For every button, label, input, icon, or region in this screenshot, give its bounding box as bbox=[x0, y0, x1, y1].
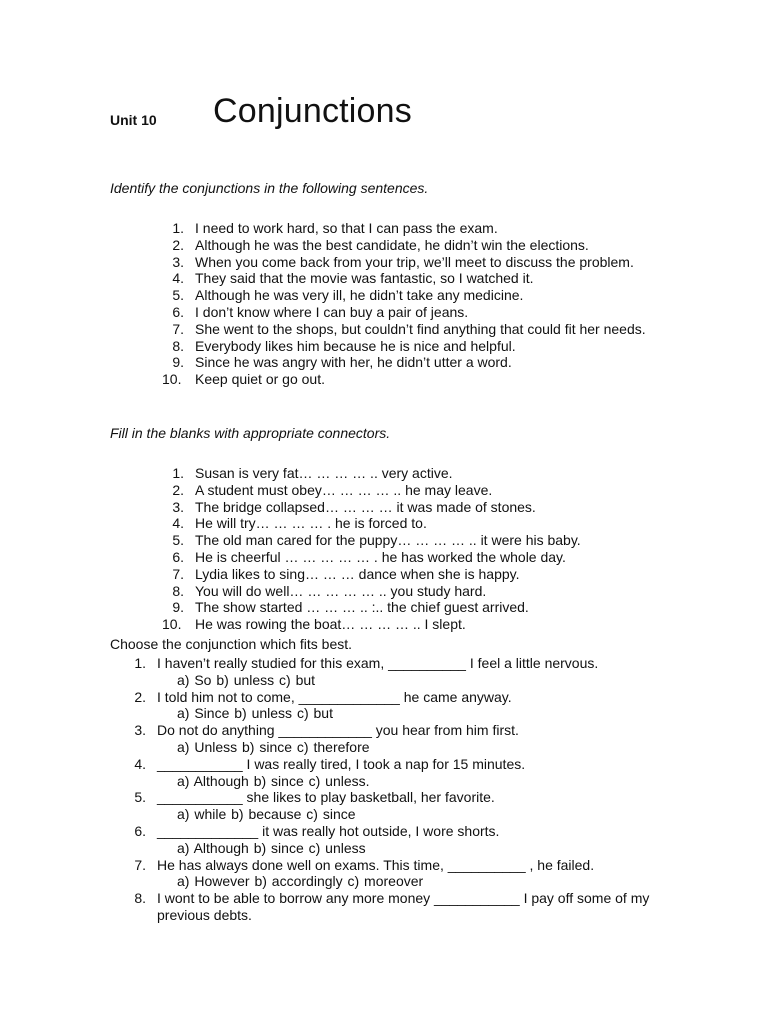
list-item bbox=[170, 532, 660, 549]
page-header bbox=[110, 92, 710, 142]
list-item bbox=[132, 689, 672, 723]
answer-options: a) Although b) since c) unless bbox=[177, 839, 366, 856]
item-number: 4. bbox=[134, 755, 146, 772]
section2-instruction: Fill in the blanks with appropriate connectors. bbox=[110, 425, 391, 441]
item-text: I wont to be able to borrow any more money ___________ I pay off some of my previous debts. bbox=[157, 890, 650, 923]
item-text: Everybody likes him because he is nice and helpful. bbox=[195, 337, 516, 354]
item-text: _____________ it was really hot outside, I wore shorts. bbox=[157, 822, 500, 839]
item-text: When you come back from your trip, we’ll meet to discuss the problem. bbox=[195, 253, 634, 270]
item-text: I told him not to come, _____________ he came anyway. bbox=[157, 688, 512, 705]
item-text: He is cheerful … … … … … . he has worked the whole day. bbox=[195, 548, 566, 565]
item-number: 5. bbox=[172, 287, 184, 304]
item-number: 5. bbox=[134, 789, 146, 806]
list-item bbox=[170, 354, 660, 371]
list-item bbox=[132, 756, 672, 790]
answer-options: a) while b) because c) since bbox=[177, 806, 356, 823]
item-number: 2. bbox=[134, 688, 146, 705]
list-item bbox=[132, 857, 672, 891]
item-text: Do not do anything ____________ you hear from him first. bbox=[157, 722, 519, 739]
item-number: 6. bbox=[134, 822, 146, 839]
item-text: The bridge collapsed… … … … it was made of stones. bbox=[195, 498, 536, 515]
page-title: Conjunctions bbox=[213, 92, 412, 130]
item-number: 10. bbox=[162, 371, 182, 388]
list-item bbox=[162, 616, 660, 633]
list-item bbox=[132, 722, 672, 756]
list-item bbox=[170, 482, 660, 499]
item-text: They said that the movie was fantastic, so I watched it. bbox=[195, 270, 534, 287]
item-number: 3. bbox=[134, 722, 146, 739]
item-text: I need to work hard, so that I can pass the exam. bbox=[195, 220, 498, 236]
item-text: He will try… … … … . he is forced to. bbox=[195, 515, 427, 532]
item-number: 1. bbox=[134, 655, 146, 671]
list-item bbox=[170, 549, 660, 566]
item-number: 4. bbox=[172, 270, 184, 287]
list-item bbox=[132, 890, 672, 924]
list-item bbox=[170, 304, 660, 321]
section1-instruction: Identify the conjunctions in the following sentences. bbox=[110, 180, 429, 196]
item-number: 10. bbox=[162, 616, 182, 633]
item-text: Susan is very fat… … … … .. very active. bbox=[195, 465, 453, 481]
item-number: 6. bbox=[172, 548, 184, 565]
list-item bbox=[170, 515, 660, 532]
list-item bbox=[170, 237, 660, 254]
list-item bbox=[132, 655, 672, 689]
item-number: 3. bbox=[172, 498, 184, 515]
answer-options: a) However b) accordingly c) moreover bbox=[177, 873, 424, 890]
item-text: The old man cared for the puppy… … … … .. it were his baby. bbox=[195, 532, 581, 549]
unit-label: Unit 10 bbox=[110, 112, 157, 128]
item-number: 2. bbox=[172, 481, 184, 498]
list-item bbox=[132, 789, 672, 823]
answer-options: a) Unless b) since c) therefore bbox=[177, 738, 370, 755]
item-number: 7. bbox=[134, 856, 146, 873]
item-text: ___________ I was really tired, I took a nap for 15 minutes. bbox=[157, 755, 526, 772]
list-item bbox=[170, 338, 660, 355]
item-number: 7. bbox=[172, 320, 184, 337]
item-number: 1. bbox=[172, 220, 184, 236]
section2-list bbox=[162, 465, 660, 633]
list-item bbox=[170, 270, 660, 287]
list-item bbox=[170, 287, 660, 304]
item-number: 9. bbox=[172, 354, 184, 371]
item-number: 8. bbox=[134, 890, 146, 907]
item-text: He was rowing the boat… … … … .. I slept. bbox=[195, 616, 466, 633]
answer-options: a) Since b) unless c) but bbox=[177, 705, 333, 722]
item-number: 6. bbox=[172, 303, 184, 320]
item-text: You will do well… … … … … .. you study hard. bbox=[195, 582, 487, 599]
list-item bbox=[170, 321, 660, 338]
list-item bbox=[170, 220, 660, 237]
item-text: I don’t know where I can buy a pair of jeans. bbox=[195, 303, 469, 320]
item-text: He has always done well on exams. This time, __________ , he failed. bbox=[157, 856, 595, 873]
list-item bbox=[170, 465, 660, 482]
list-item bbox=[170, 499, 660, 516]
item-text: The show started … … … .. :.. the chief guest arrived. bbox=[195, 599, 529, 616]
list-item bbox=[132, 823, 672, 857]
item-number: 4. bbox=[172, 515, 184, 532]
item-text: I haven’t really studied for this exam, __________ I feel a little nervous. bbox=[157, 655, 599, 671]
item-number: 9. bbox=[172, 599, 184, 616]
list-item bbox=[170, 583, 660, 600]
item-number: 1. bbox=[172, 465, 184, 481]
section3-list bbox=[132, 655, 672, 924]
item-text: ___________ she likes to play basketball, her favorite. bbox=[157, 789, 495, 806]
item-text: Lydia likes to sing… … … dance when she is happy. bbox=[195, 565, 520, 582]
item-text: A student must obey… … … … .. he may leave. bbox=[195, 481, 493, 498]
item-text: Although he was very ill, he didn’t take any medicine. bbox=[195, 287, 524, 304]
list-item bbox=[170, 599, 660, 616]
list-item bbox=[170, 254, 660, 271]
item-number: 5. bbox=[172, 532, 184, 549]
item-text: Since he was angry with her, he didn’t utter a word. bbox=[195, 354, 512, 371]
answer-options: a) Although b) since c) unless. bbox=[177, 772, 370, 789]
list-item bbox=[162, 371, 660, 388]
item-number: 8. bbox=[172, 582, 184, 599]
item-number: 3. bbox=[172, 253, 184, 270]
item-number: 2. bbox=[172, 236, 184, 253]
answer-options: a) So b) unless c) but bbox=[177, 671, 316, 688]
section3-instruction: Choose the conjunction which fits best. bbox=[110, 636, 353, 652]
item-number: 8. bbox=[172, 337, 184, 354]
item-number: 7. bbox=[172, 565, 184, 582]
list-item bbox=[170, 566, 660, 583]
item-text: She went to the shops, but couldn’t find anything that could fit her needs. bbox=[195, 320, 646, 337]
item-text: Although he was the best candidate, he didn’t win the elections. bbox=[195, 236, 589, 253]
item-text: Keep quiet or go out. bbox=[195, 371, 325, 388]
section1-list bbox=[162, 220, 660, 388]
